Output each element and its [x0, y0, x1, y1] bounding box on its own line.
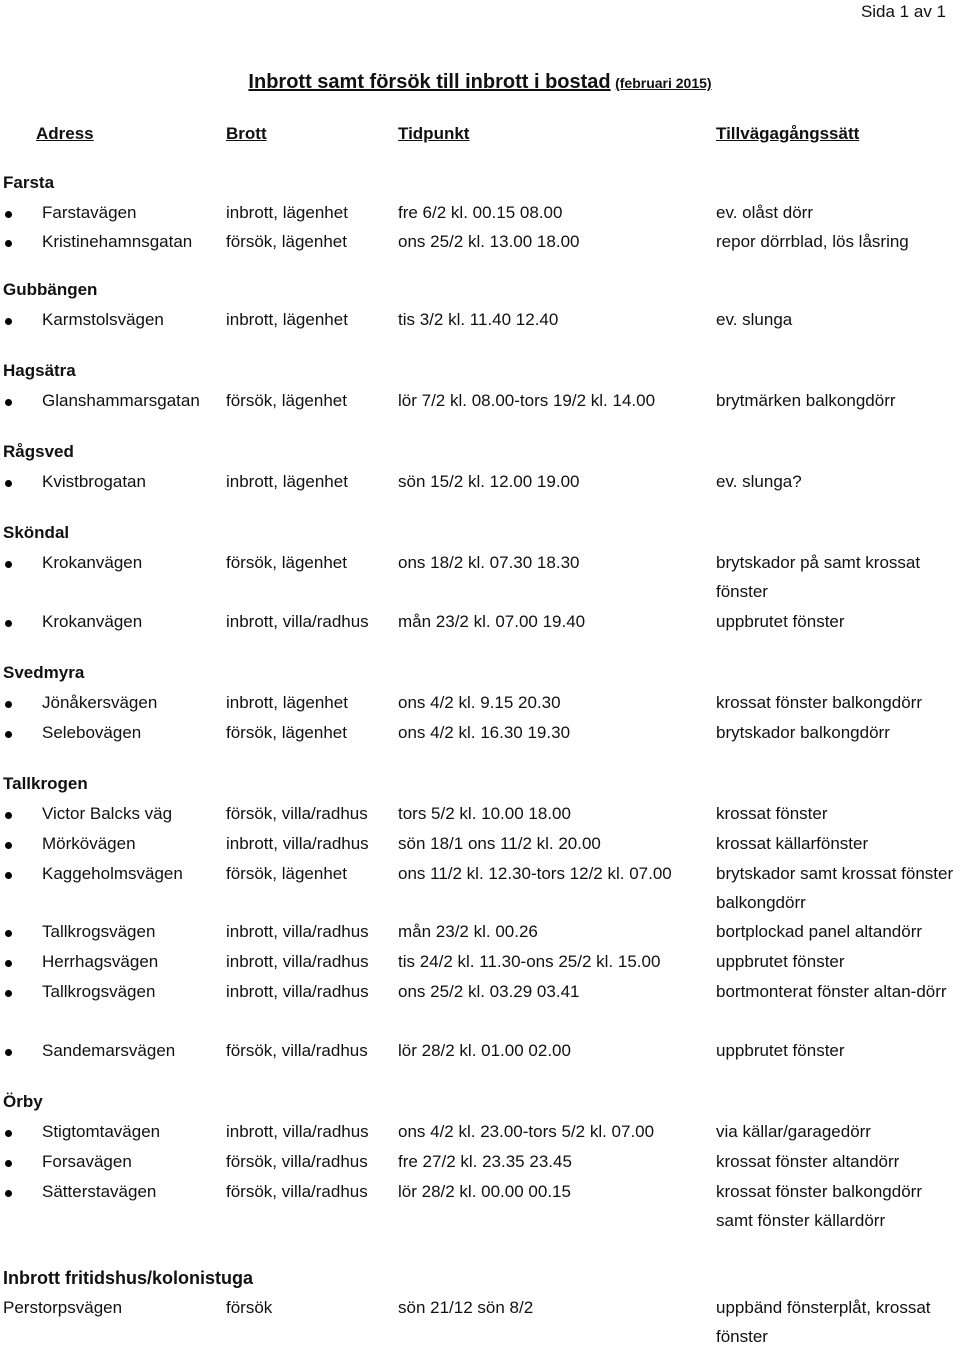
- list-item: [0, 804, 960, 830]
- crime-type: försök, lägenhet: [226, 553, 347, 572]
- address: Victor Balcks väg: [42, 804, 173, 823]
- list-item: [0, 982, 960, 1008]
- page-number: Sida 1 av 1: [860, 2, 946, 21]
- address: Selebovägen: [42, 723, 142, 742]
- title-period: (februari 2015): [615, 75, 712, 91]
- method: uppbrutet fönster: [716, 612, 845, 631]
- crime-type: försök: [226, 1298, 273, 1317]
- method: brytskador balkongdörr: [716, 723, 890, 742]
- list-item: [0, 693, 960, 719]
- crime-type: inbrott, villa/radhus: [226, 922, 369, 941]
- address: Jönåkersvägen: [42, 693, 158, 712]
- list-item: [0, 472, 960, 498]
- header-method: Tillvägagångssätt: [716, 124, 860, 143]
- list-item: [0, 203, 960, 229]
- list-item: [0, 864, 960, 912]
- method: krossat fönster altandörr: [716, 1152, 900, 1171]
- time: tors 5/2 kl. 10.00 18.00: [398, 804, 571, 823]
- list-item: [0, 310, 960, 336]
- address: Krokanvägen: [42, 553, 143, 572]
- list-item: [0, 834, 960, 860]
- bullet-icon: [5, 1049, 12, 1056]
- address: Mörkövägen: [42, 834, 136, 853]
- method: bortplockad panel altandörr: [716, 922, 923, 941]
- time: lör 28/2 kl. 00.00 00.15: [398, 1182, 571, 1201]
- time: ons 4/2 kl. 9.15 20.30: [398, 693, 561, 712]
- address: Forsavägen: [42, 1152, 132, 1171]
- area-heading: Örby: [3, 1092, 43, 1111]
- crime-type: inbrott, villa/radhus: [226, 612, 369, 631]
- crime-type: inbrott, lägenhet: [226, 472, 348, 491]
- address: Tallkrogsvägen: [42, 922, 156, 941]
- time: mån 23/2 kl. 00.26: [398, 922, 538, 941]
- method: brytskador samt krossat fönster balkongdörr: [716, 864, 954, 912]
- bullet-icon: [5, 211, 12, 218]
- bullet-icon: [5, 1190, 12, 1197]
- list-item: [0, 1041, 960, 1067]
- bullet-icon: [5, 480, 12, 487]
- method: brytmärken balkongdörr: [716, 391, 896, 410]
- bullet-icon: [5, 318, 12, 325]
- bullet-icon: [5, 731, 12, 738]
- area-heading: Svedmyra: [3, 663, 85, 682]
- bullet-icon: [5, 240, 12, 247]
- time: fre 27/2 kl. 23.35 23.45: [398, 1152, 572, 1171]
- section-heading: Inbrott fritidshus/kolonistuga: [3, 1268, 253, 1288]
- list-item: [0, 723, 960, 749]
- crime-type: inbrott, villa/radhus: [226, 952, 369, 971]
- address: Glanshammarsgatan: [42, 391, 200, 410]
- area-heading: Sköndal: [3, 523, 70, 542]
- crime-type: försök, villa/radhus: [226, 1182, 368, 1201]
- crime-type: inbrott, villa/radhus: [226, 1122, 369, 1141]
- time: ons 11/2 kl. 12.30-tors 12/2 kl. 07.00: [398, 864, 672, 883]
- header-crime: Brott: [226, 124, 267, 143]
- list-item: [0, 612, 960, 638]
- crime-type: inbrott, villa/radhus: [226, 834, 369, 853]
- method: via källar/garagedörr: [716, 1122, 871, 1141]
- bullet-icon: [5, 561, 12, 568]
- crime-type: inbrott, lägenhet: [226, 693, 348, 712]
- crime-type: försök, villa/radhus: [226, 1152, 368, 1171]
- time: lör 7/2 kl. 08.00-tors 19/2 kl. 14.00: [398, 391, 656, 410]
- page-title: [0, 71, 960, 94]
- method: bortmonterat fönster altan-dörr: [716, 982, 947, 1001]
- bullet-icon: [5, 620, 12, 627]
- time: ons 25/2 kl. 13.00 18.00: [398, 232, 580, 251]
- time: ons 25/2 kl. 03.29 03.41: [398, 982, 580, 1001]
- time: sön 15/2 kl. 12.00 19.00: [398, 472, 580, 491]
- crime-type: inbrott, lägenhet: [226, 203, 348, 222]
- area-heading: Farsta: [3, 173, 55, 192]
- address: Kristinehamnsgatan: [42, 232, 193, 251]
- time: tis 3/2 kl. 11.40 12.40: [398, 310, 559, 329]
- method: uppbrutet fönster: [716, 1041, 845, 1060]
- header-address: Adress: [36, 124, 94, 143]
- method: ev. slunga?: [716, 472, 802, 491]
- bullet-icon: [5, 701, 12, 708]
- time: tis 24/2 kl. 11.30-ons 25/2 kl. 15.00: [398, 952, 661, 971]
- list-item: [0, 1152, 960, 1178]
- list-item: [0, 391, 960, 417]
- bullet-icon: [5, 872, 12, 879]
- address: Kaggeholmsvägen: [42, 864, 183, 883]
- area-heading: Hagsätra: [3, 361, 76, 380]
- bullet-icon: [5, 1130, 12, 1137]
- crime-type: inbrott, villa/radhus: [226, 982, 369, 1001]
- crime-type: försök, villa/radhus: [226, 804, 368, 823]
- bullet-icon: [5, 399, 12, 406]
- crime-type: inbrott, lägenhet: [226, 310, 348, 329]
- bullet-icon: [5, 990, 12, 997]
- address: Krokanvägen: [42, 612, 143, 631]
- header-time: Tidpunkt: [398, 124, 470, 143]
- crime-type: försök, lägenhet: [226, 723, 347, 742]
- method: krossat fönster: [716, 804, 828, 823]
- list-item: [0, 232, 960, 258]
- time: mån 23/2 kl. 07.00 19.40: [398, 612, 586, 631]
- crime-type: försök, lägenhet: [226, 232, 347, 251]
- method: ev. slunga: [716, 310, 793, 329]
- method: krossat källarfönster: [716, 834, 869, 853]
- time: ons 4/2 kl. 16.30 19.30: [398, 723, 571, 742]
- time: ons 18/2 kl. 07.30 18.30: [398, 553, 580, 572]
- time: sön 21/12 sön 8/2: [398, 1298, 534, 1317]
- address: Perstorpsvägen: [3, 1298, 123, 1317]
- method: uppbrutet fönster: [716, 952, 845, 971]
- address: Kvistbrogatan: [42, 472, 146, 491]
- bullet-icon: [5, 842, 12, 849]
- time: ons 4/2 kl. 23.00-tors 5/2 kl. 07.00: [398, 1122, 655, 1141]
- crime-type: försök, lägenhet: [226, 391, 347, 410]
- address: Stigtomtavägen: [42, 1122, 161, 1141]
- address: Tallkrogsvägen: [42, 982, 156, 1001]
- title-main: Inbrott samt försök till inbrott i bostad: [248, 71, 611, 93]
- list-item: [0, 952, 960, 978]
- list-item: [0, 1182, 960, 1230]
- address: Karmstolsvägen: [42, 310, 164, 329]
- address: Herrhagsvägen: [42, 952, 159, 971]
- method: uppbänd fönsterplåt, krossat fönster: [716, 1298, 931, 1346]
- bullet-icon: [5, 960, 12, 967]
- area-heading: Tallkrogen: [3, 774, 88, 793]
- crime-type: försök, lägenhet: [226, 864, 347, 883]
- crime-type: försök, villa/radhus: [226, 1041, 368, 1060]
- list-item: [0, 553, 960, 601]
- area-heading: Gubbängen: [3, 280, 98, 299]
- list-item: [0, 1122, 960, 1148]
- method: krossat fönster balkongdörr: [716, 693, 922, 712]
- time: fre 6/2 kl. 00.15 08.00: [398, 203, 563, 222]
- address: Sätterstavägen: [42, 1182, 157, 1201]
- address: Sandemarsvägen: [42, 1041, 176, 1060]
- bullet-icon: [5, 930, 12, 937]
- bullet-icon: [5, 1160, 12, 1167]
- bullet-icon: [5, 812, 12, 819]
- method: brytskador på samt krossat fönster: [716, 553, 921, 601]
- address: Farstavägen: [42, 203, 137, 222]
- method: repor dörrblad, lös låsring: [716, 232, 909, 251]
- time: sön 18/1 ons 11/2 kl. 20.00: [398, 834, 601, 853]
- area-heading: Rågsved: [3, 442, 74, 461]
- method: krossat fönster balkongdörr samt fönster källardörr: [716, 1182, 922, 1230]
- list-item: [0, 922, 960, 948]
- method: ev. olåst dörr: [716, 203, 814, 222]
- time: lör 28/2 kl. 01.00 02.00: [398, 1041, 571, 1060]
